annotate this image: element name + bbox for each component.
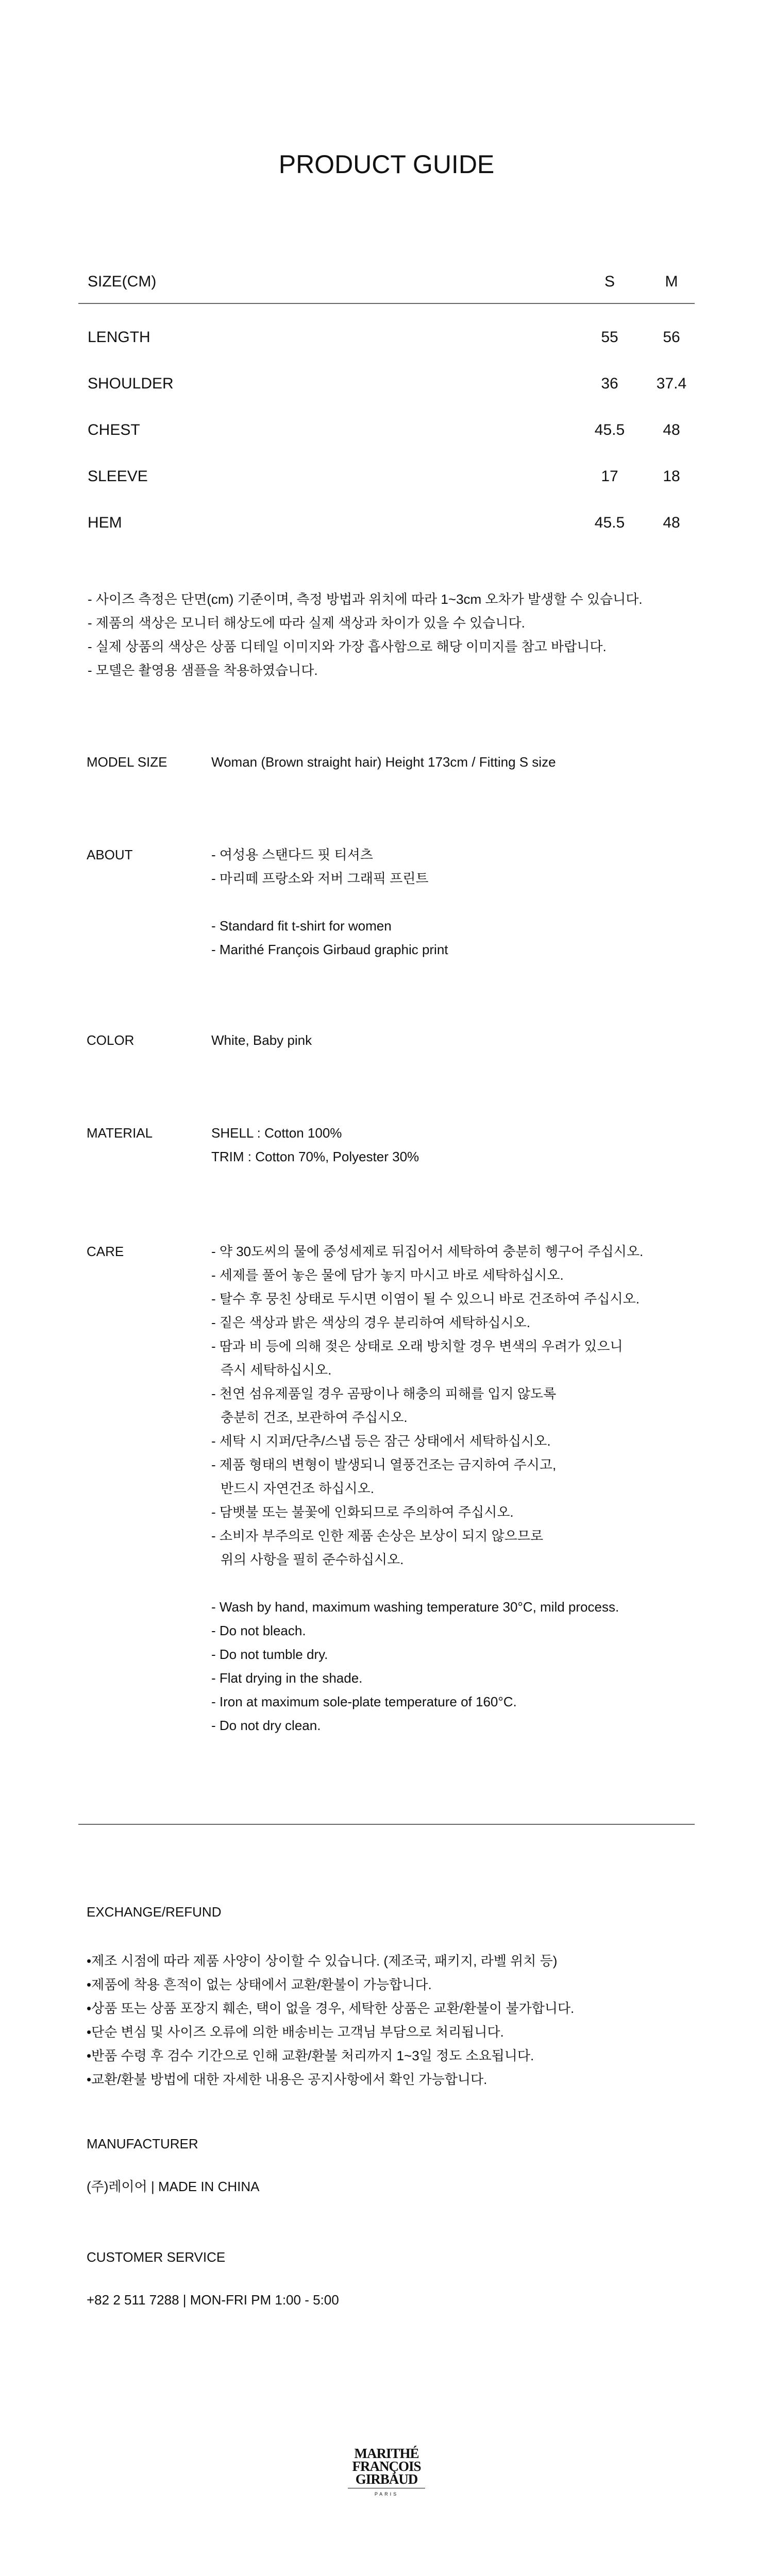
care-line: - Do not bleach. [211, 1623, 306, 1638]
row-label: SHOULDER [88, 375, 174, 392]
manufacturer-value: (주)레이어 | MADE IN CHINA [87, 2179, 260, 2194]
row-label: CHEST [88, 421, 140, 438]
cell-s: 45.5 [594, 514, 625, 531]
care-line: - 소비자 부주의로 인한 제품 손상은 보상이 되지 않으므로 [211, 1528, 544, 1544]
table-row [78, 304, 695, 350]
section-divider [78, 1824, 695, 1825]
care-line: - 탈수 후 뭉친 상태로 두시면 이염이 될 수 있으니 바로 건조하여 주십시오. [211, 1291, 640, 1307]
logo-line: PARIS [374, 2492, 399, 2497]
material-label: MATERIAL [87, 1125, 153, 1141]
exchange-line: •제조 시점에 따라 제품 사양이 상이할 수 있습니다. (제조국, 패키지, 라벨 위치 등) [87, 1953, 558, 1969]
cell-m: 48 [663, 514, 680, 531]
care-line: - Flat drying in the shade. [211, 1670, 363, 1686]
cell-s: 55 [601, 329, 618, 346]
care-line: 충분히 건조, 보관하여 주십시오. [221, 1410, 408, 1425]
exchange-line: •반품 수령 후 검수 기간으로 인해 교환/환불 처리까지 1~3일 정도 소요됩니다. [87, 2048, 534, 2063]
size-column-m: M [665, 273, 678, 290]
about-line: - Standard fit t-shirt for women [211, 918, 392, 934]
manufacturer-heading: MANUFACTURER [87, 2136, 198, 2151]
cell-m: 48 [663, 421, 680, 438]
color-value: White, Baby pink [211, 1032, 312, 1048]
care-line: - 짙은 색상과 밝은 색상의 경우 분리하여 세탁하십시오. [211, 1315, 530, 1330]
exchange-line: •제품에 착용 흔적이 없는 상태에서 교환/환불이 가능합니다. [87, 1977, 432, 1992]
cell-s: 36 [601, 375, 618, 392]
exchange-line: •상품 또는 상품 포장지 훼손, 택이 없을 경우, 세탁한 상품은 교환/환불이 불가합니다. [87, 2001, 575, 2016]
care-line: - Iron at maximum sole-plate temperature of 160°C. [211, 1694, 517, 1709]
cell-s: 17 [601, 468, 618, 485]
care-line: - 세탁 시 지퍼/단추/스냅 등은 잠근 상태에서 세탁하십시오. [211, 1433, 551, 1449]
care-line: - Do not dry clean. [211, 1718, 321, 1733]
care-line: - Wash by hand, maximum washing temperature 30°C, mild process. [211, 1599, 619, 1615]
about-label: ABOUT [87, 847, 133, 862]
material-text [211, 1121, 419, 1168]
customer-service-section [87, 2249, 339, 2312]
size-table-header [78, 268, 695, 304]
material-line: TRIM : Cotton 70%, Polyester 30% [211, 1149, 419, 1164]
manufacturer-section [87, 2136, 259, 2198]
row-label: LENGTH [88, 329, 150, 346]
note-line: - 모델은 촬영용 샘플을 착용하였습니다. [88, 663, 318, 678]
customer-service-heading: CUSTOMER SERVICE [87, 2249, 226, 2265]
care-line: 즉시 세탁하십시오. [221, 1362, 332, 1378]
note-line: - 제품의 색상은 모니터 해상도에 따라 실제 색상과 차이가 있을 수 있습니다. [88, 615, 525, 631]
cell-m: 56 [663, 329, 680, 346]
model-size-value: Woman (Brown straight hair) Height 173cm / Fitting S size [211, 754, 556, 770]
exchange-section [87, 1904, 574, 2091]
care-line: - Do not tumble dry. [211, 1647, 328, 1662]
about-line: - 여성용 스탠다드 핏 티셔츠 [211, 847, 373, 862]
about-line: - Marithé François Girbaud graphic print [211, 942, 448, 957]
note-line: - 실제 상품의 색상은 상품 디테일 이미지와 가장 흡사함으로 해당 이미지를 참고 바랍니다. [88, 639, 607, 654]
size-notes [88, 587, 643, 682]
row-label: HEM [88, 514, 122, 531]
logo-line: MARITHÉ [354, 2446, 419, 2461]
logo-line: FRANÇOIS [352, 2459, 421, 2474]
about-line: - 마리떼 프랑소와 저버 그래픽 프린트 [211, 871, 429, 886]
care-label: CARE [87, 1244, 124, 1259]
material-line: SHELL : Cotton 100% [211, 1125, 342, 1141]
cell-m: 37.4 [656, 375, 687, 392]
cell-s: 45.5 [594, 421, 625, 438]
logo-line: GIRBAUD [355, 2471, 418, 2487]
table-row [78, 350, 695, 397]
care-line: - 땀과 비 등에 의해 젖은 상태로 오래 방치할 경우 변색의 우려가 있으니 [211, 1338, 623, 1354]
size-table [78, 268, 695, 536]
size-header-label: SIZE(CM) [88, 273, 157, 290]
care-line: - 제품 형태의 변형이 발생되니 열풍건조는 금지하여 주시고, [211, 1457, 557, 1472]
size-column-s: S [604, 273, 615, 290]
exchange-heading: EXCHANGE/REFUND [87, 1904, 222, 1920]
table-row [78, 443, 695, 489]
exchange-text [87, 1949, 574, 2091]
row-label: SLEEVE [88, 468, 148, 485]
table-row [78, 397, 695, 443]
care-line: - 약 30도씨의 물에 중성세제로 뒤집어서 세탁하여 충분히 헹구어 주십시오. [211, 1244, 644, 1259]
care-line: - 천연 섬유제품일 경우 곰팡이나 해충의 피해를 입지 않도록 [211, 1386, 557, 1401]
page-title: PRODUCT GUIDE [278, 150, 495, 179]
care-line: 위의 사항을 필히 준수하십시오. [221, 1552, 404, 1567]
care-line: - 세제를 풀어 놓은 물에 담가 놓지 마시고 바로 세탁하십시오. [211, 1267, 564, 1283]
exchange-line: •단순 변심 및 사이즈 오류에 의한 배송비는 고객님 부담으로 처리됩니다. [87, 2024, 504, 2040]
customer-service-value: +82 2 511 7288 | MON-FRI PM 1:00 - 5:00 [87, 2292, 339, 2308]
color-label: COLOR [87, 1032, 135, 1048]
table-row [78, 489, 695, 536]
note-line: - 사이즈 측정은 단면(cm) 기준이며, 측정 방법과 위치에 따라 1~3cm 오차가 발생할 수 있습니다. [88, 591, 643, 607]
cell-m: 18 [663, 468, 680, 485]
about-text [211, 843, 448, 961]
care-text [211, 1240, 643, 1737]
care-line: - 담뱃불 또는 불꽃에 인화되므로 주의하여 주십시오. [211, 1504, 514, 1520]
model-size-label: MODEL SIZE [87, 754, 167, 770]
care-line: 반드시 자연건조 하십시오. [221, 1481, 374, 1496]
brand-logo [335, 2447, 438, 2497]
exchange-line: •교환/환불 방법에 대한 자세한 내용은 공지사항에서 확인 가능합니다. [87, 2072, 488, 2087]
